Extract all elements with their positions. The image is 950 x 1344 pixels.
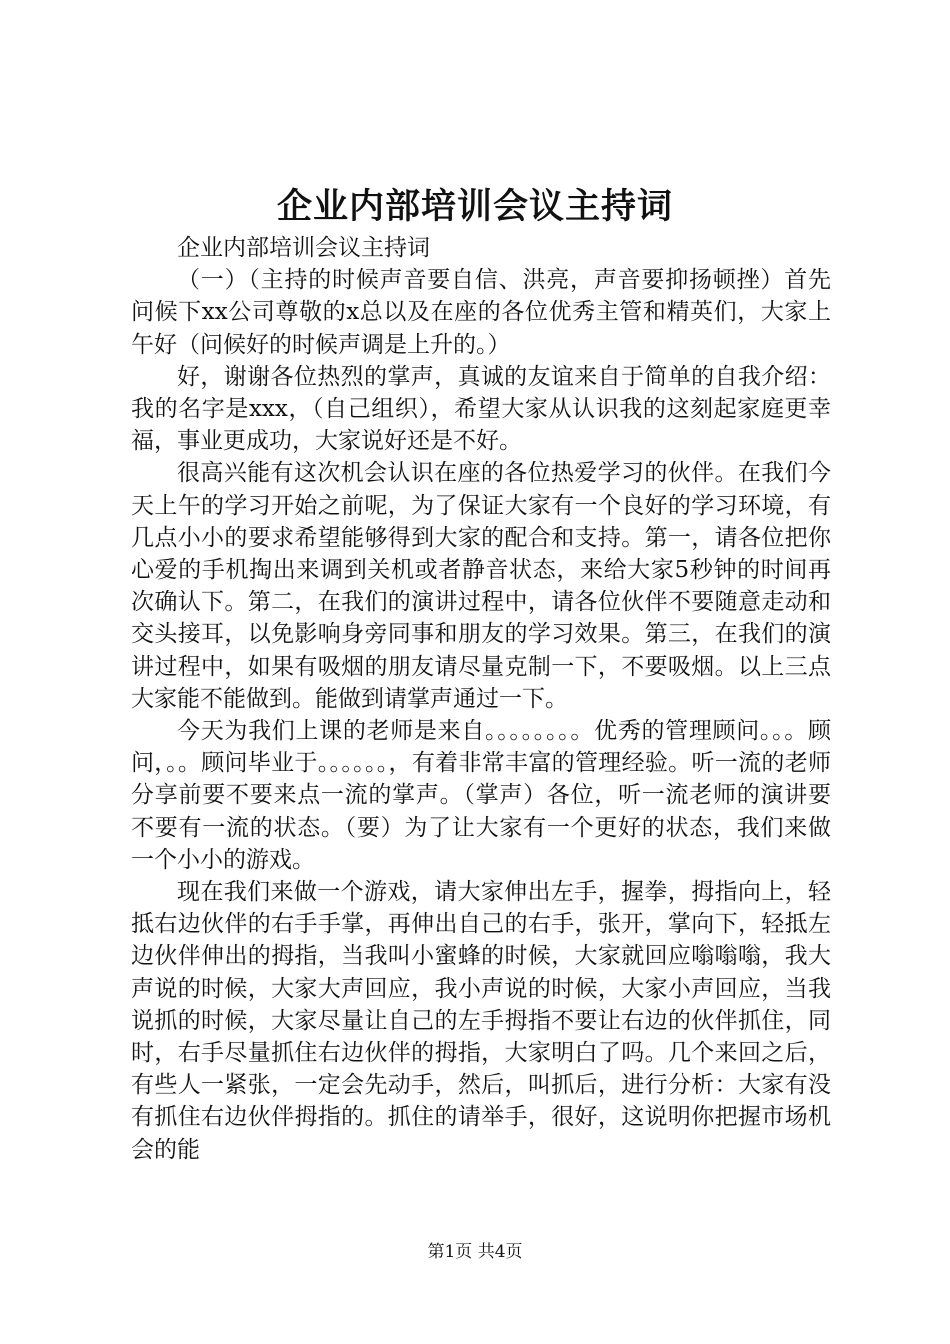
document-title: 企业内部培训会议主持词 bbox=[276, 186, 673, 227]
paragraph-greeting: （一）（主持的时候声音要自信、洪亮，声音要抑扬顿挫）首先问候下xx公司尊敬的x总以及在座的各位优秀主管和精英们，大家上午好（问候好的时候声调是上升的。） bbox=[131, 267, 831, 358]
paragraph-subtitle: 企业内部培训会议主持词 bbox=[177, 235, 430, 261]
document-body bbox=[131, 232, 831, 1166]
paragraph-teacher-intro: 今天为我们上课的老师是来自。。。。。。。。优秀的管理顾问。。。顾问，。。顾问毕业于。。。。。。，有着非常丰富的管理经验。听一流的老师分享前要不要来点一流的掌声。（掌声）各位，听一流老师的演讲要不要有一流的状态。（要）为了让大家有一个更好的状态，我们来做一个小小的游戏。 bbox=[131, 718, 831, 873]
paragraph-game: 现在我们来做一个游戏，请大家伸出左手，握拳，拇指向上，轻抵右边伙伴的右手手掌，再伸出自己的右手，张开，掌向下，轻抵左边伙伴伸出的拇指，当我叫小蜜蜂的时候，大家就回应嗡嗡嗡，我大声说的时候，大家大声回应，我小声说的时候，大家小声回应，当我说抓的时候，大家尽量让自己的左手拇指不要让右边的伙伴抓住，同时，右手尽量抓住右边伙伴的拇指，大家明白了吗。几个来回之后，有些人一紧张，一定会先动手，然后，叫抓后，进行分析：大家有没有抓住右边伙伴拇指的。抓住的请举手，很好，这说明你把握市场机会的能 bbox=[131, 879, 831, 1163]
paragraph-rules: 很高兴能有这次机会认识在座的各位热爱学习的伙伴。在我们今天上午的学习开始之前呢，为了保证大家有一个良好的学习环境，有几点小小的要求希望能够得到大家的配合和支持。第一，请各位把你心爱的手机掏出来调到关机或者静音状态，来给大家5秒钟的时间再次确认下。第二，在我们的演讲过程中，请各位伙伴不要随意走动和交头接耳，以免影响身旁同事和朋友的学习效果。第三，在我们的演讲过程中，如果有吸烟的朋友请尽量克制一下，不要吸烟。以上三点大家能不能做到。能做到请掌声通过一下。 bbox=[131, 460, 831, 712]
page-number-footer: 第1页 共4页 bbox=[427, 1242, 523, 1262]
paragraph-self-intro: 好，谢谢各位热烈的掌声，真诚的友谊来自于简单的自我介绍：我的名字是xxx，（自己组织），希望大家从认识我的这刻起家庭更幸福，事业更成功，大家说好还是不好。 bbox=[131, 363, 831, 455]
